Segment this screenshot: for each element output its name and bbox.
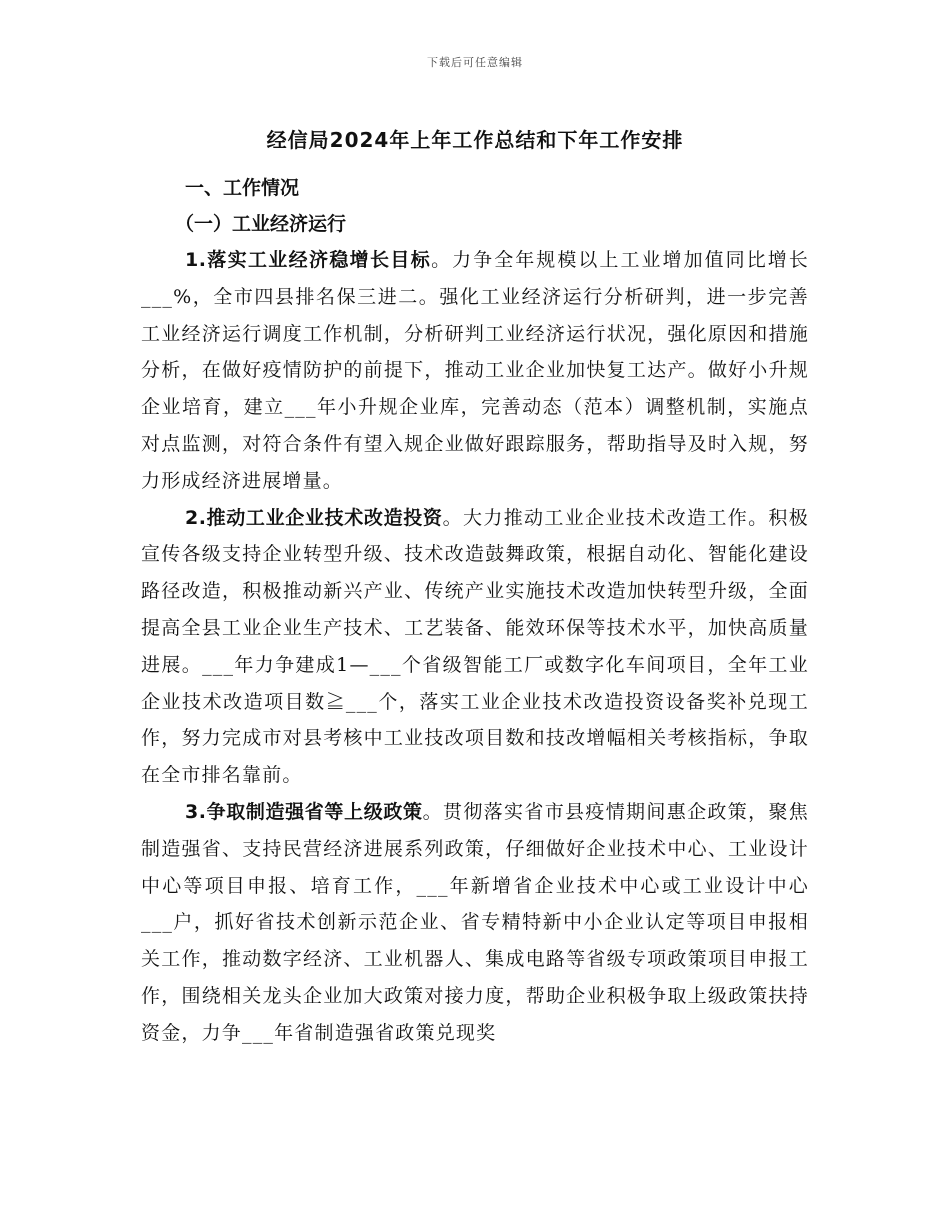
- paragraph-2: [141, 500, 809, 794]
- subsection-heading: （一）工业经济运行: [175, 213, 347, 235]
- page-header-note: 下载后可任意编辑: [427, 56, 523, 69]
- paragraph-1: [141, 242, 809, 500]
- paragraph-1-body: 。力争全年规模以上工业增加值同比增长___%，全市四县排名保三进二。强化工业经济运行分析研判，进一步完善工业经济运行调度工作机制，分析研判工业经济运行状况，强化原因和措施分析，在做好疫情防护的前提下，推动工业企业加快复工达产。做好小升规企业培育，建立___年小升规企业库，完善动态（范本）调整机制，实施点对点监测，对符合条件有望入规企业做好跟踪服务，帮助指导及时入规，努力形成经济进展增量。: [141, 249, 809, 492]
- paragraph-3: [141, 794, 809, 1052]
- document-body: [141, 170, 809, 1052]
- paragraph-3-body: 。贯彻落实省市县疫情期间惠企政策，聚焦制造强省、支持民营经济进展系列政策，仔细做好企业技术中心、工业设计中心等项目申报、培育工作，___年新增省企业技术中心或工业设计中心___户，抓好省技术创新示范企业、省专精特新中小企业认定等项目申报相关工作，推动数字经济、工业机器人、集成电路等省级专项政策项目申报工作，围绕相关龙头企业加大政策对接力度，帮助企业积极争取上级政策扶持资金，力争___年省制造强省政策兑现奖: [141, 800, 809, 1044]
- document-title: 经信局2024年上年工作总结和下年工作安排: [266, 128, 684, 152]
- paragraph-1-lead: 1.落实工业经济稳增长目标: [185, 249, 432, 271]
- paragraph-3-lead: 3.争取制造强省等上级政策: [185, 800, 423, 823]
- paragraph-2-body: 。大力推动工业企业技术改造工作。积极宣传各级支持企业转型升级、技术改造鼓舞政策，根据自动化、智能化建设路径改造，积极推动新兴产业、传统产业实施技术改造加快转型升级，全面提高全县工业企业生产技术、工艺装备、能效环保等技术水平，加快高质量进展。___年力争建成1—___个省级智能工厂或数字化车间项目，全年工业企业技术改造项目数≧___个，落实工业企业技术改造投资设备奖补兑现工作，努力完成市对县考核中工业技改项目数和技改增幅相关考核指标，争取在全市排名靠前。: [141, 506, 809, 787]
- section-heading: 一、工作情况: [185, 177, 300, 199]
- paragraph-2-lead: 2.推动工业企业技术改造投资: [185, 506, 443, 529]
